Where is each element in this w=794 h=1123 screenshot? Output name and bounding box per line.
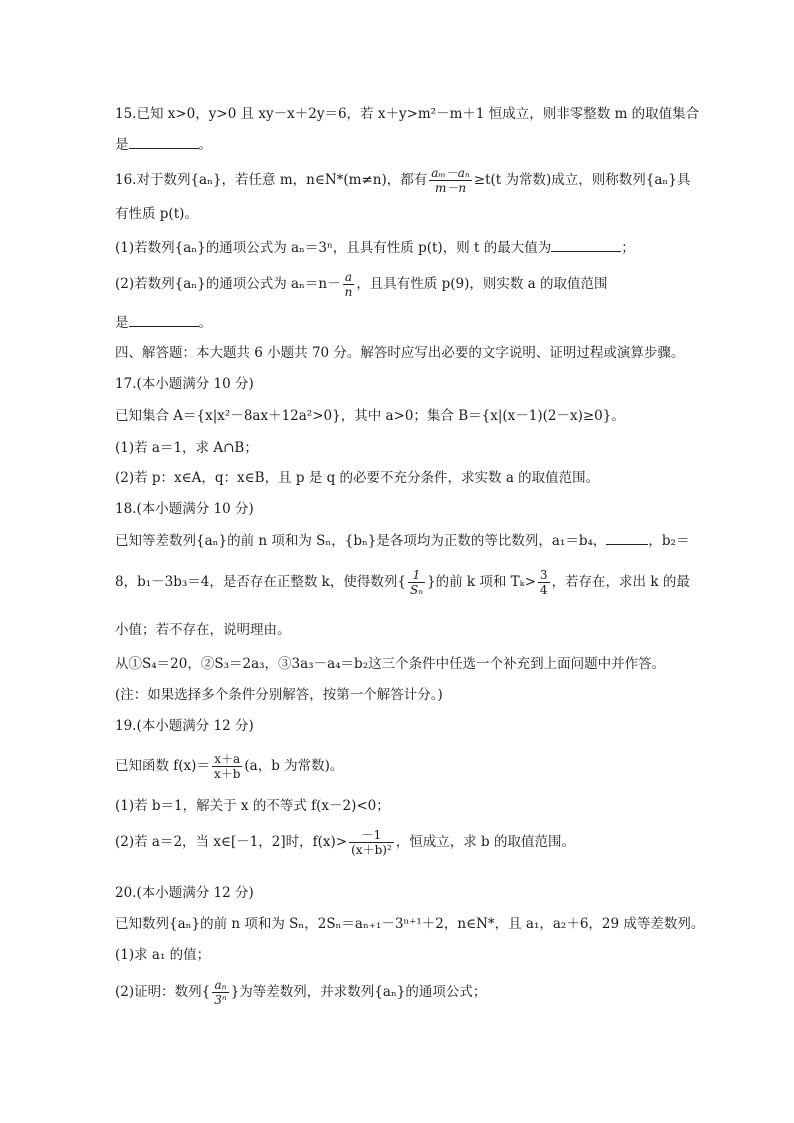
q16-line2: 有性质 p(t)。 bbox=[115, 206, 198, 222]
q16-fraction bbox=[429, 166, 472, 195]
q17-part2: (2)若 p：x∈A，q：x∈B，且 p 是 q 的必要不充分条件，求实数 a 的取值范围。 bbox=[115, 470, 600, 486]
q18-note: (注：如果选择多个条件分别解答，按第一个解答计分。) bbox=[115, 687, 443, 703]
fraction-numerator: x＋a bbox=[214, 752, 241, 766]
q15-line2-post: 。 bbox=[198, 137, 212, 153]
q20-part2 bbox=[115, 978, 486, 1007]
fraction-denominator: 4 bbox=[539, 583, 548, 597]
q16-part1-pre: (1)若数列{aₙ}的通项公式为 aₙ＝3ⁿ，且具有性质 p(t)，则 t 的最大值为 bbox=[115, 240, 552, 256]
q15-line2-pre: 是 bbox=[115, 137, 129, 153]
q16-line1 bbox=[115, 166, 690, 195]
fraction-numerator: aₙ bbox=[214, 978, 227, 992]
fraction-numerator: a bbox=[344, 270, 353, 284]
q16-part2-pre: (2)若数列{aₙ}的通项公式为 aₙ＝n－ bbox=[115, 276, 341, 292]
fraction-denominator: x＋b bbox=[213, 767, 241, 781]
q18-fraction-2 bbox=[538, 568, 550, 597]
q16-part2-line2 bbox=[115, 312, 212, 333]
q17-part1: (1)若 a＝1，求 A∩B； bbox=[115, 440, 258, 456]
q16-part2-line2-post: 。 bbox=[198, 315, 212, 331]
fraction-denominator: Sₙ bbox=[409, 583, 424, 597]
fraction-denominator: 3ⁿ bbox=[214, 993, 227, 1007]
q16-line1-post: ≥t(t 为常数)成立，则称数列{aₙ}具 bbox=[473, 172, 691, 188]
q18-line2-post: ，若存在，求出 k 的最 bbox=[551, 574, 690, 590]
q16-part1-post: ； bbox=[621, 240, 635, 256]
q20-head: 20.(本小题满分 12 分) bbox=[115, 885, 254, 901]
q17-stem: 已知集合 A＝{x|x²－8ax＋12a²>0}，其中 a>0；集合 B＝{x|(x－1)(2－x)≥0}。 bbox=[115, 408, 625, 424]
q16-part2-line2-pre: 是 bbox=[115, 315, 129, 331]
q20-part2-fraction bbox=[212, 978, 229, 1007]
q19-part2-fraction bbox=[349, 828, 394, 857]
q16-part2 bbox=[115, 270, 608, 299]
q19-stem-pre: 已知函数 f(x)＝ bbox=[115, 758, 210, 774]
section-heading: 四、解答题：本大题共 6 小题共 70 分。解答时应写出必要的文字说明、证明过程或演算步骤。 bbox=[115, 345, 685, 361]
q18-line1-post: ，b₂＝ bbox=[648, 533, 690, 549]
q16-line1-pre: 16.对于数列{aₙ}，若任意 m，n∈N*(m≠n)，都有 bbox=[115, 172, 428, 188]
q16-part2-post: ，且具有性质 p(9)，则实数 a 的取值范围 bbox=[356, 276, 608, 292]
q18-line2-mid: }的前 k 项和 Tₖ> bbox=[427, 574, 536, 590]
fraction-denominator: m－n bbox=[429, 180, 472, 195]
q20-stem: 已知数列{aₙ}的前 n 项和为 Sₙ，2Sₙ＝aₙ₊₁－3ⁿ⁺¹＋2，n∈N*，且 a₁，a₂＋6，29 成等差数列。 bbox=[115, 916, 705, 932]
q18-line1 bbox=[115, 530, 689, 551]
fraction-numerator: 1 bbox=[412, 568, 421, 582]
q18-line4: 从①S₄＝20，②S₃＝2a₃，③3a₃－a₄＝b₂这三个条件中任选一个补充到上面问题中并作答。 bbox=[115, 656, 666, 672]
q19-fraction bbox=[212, 752, 242, 781]
fraction-denominator: (x＋b)² bbox=[351, 843, 392, 857]
q15-line1: 15.已知 x>0，y>0 且 xy－x＋2y＝6，若 x＋y>m²－m＋1 恒成立，则非零整数 m 的取值集合 bbox=[115, 106, 700, 122]
answer-blank bbox=[606, 530, 648, 545]
q20-part2-pre: (2)证明：数列{ bbox=[115, 984, 211, 1000]
q18-head: 18.(本小题满分 10 分) bbox=[115, 501, 254, 517]
fraction-numerator: 3 bbox=[539, 568, 548, 582]
answer-blank bbox=[129, 312, 199, 327]
fraction-denominator: n bbox=[344, 285, 353, 299]
q16-part1 bbox=[115, 237, 635, 258]
q17-head: 17.(本小题满分 10 分) bbox=[115, 376, 254, 392]
q19-part2-post: ，恒成立，求 b 的取值范围。 bbox=[395, 834, 575, 850]
q20-part2-post: }为等差数列，并求数列{aₙ}的通项公式； bbox=[230, 984, 487, 1000]
q18-line2-pre: 8，b₁－3b₃＝4，是否存在正整数 k，使得数列{ bbox=[115, 574, 406, 590]
fraction-numerator: aₘ－aₙ bbox=[431, 166, 470, 180]
q16-part2-fraction bbox=[343, 270, 355, 299]
q19-stem-post: (a，b 为常数)。 bbox=[244, 758, 344, 774]
answer-blank bbox=[551, 237, 621, 252]
q18-line3: 小值；若不存在，说明理由。 bbox=[115, 622, 291, 638]
q19-head: 19.(本小题满分 12 分) bbox=[115, 718, 254, 734]
q20-part1: (1)求 a₁ 的值； bbox=[115, 947, 211, 963]
fraction-numerator: －1 bbox=[361, 828, 382, 842]
q19-part1: (1)若 b＝1，解关于 x 的不等式 f(x－2)<0； bbox=[115, 798, 390, 814]
q18-line1-pre: 已知等差数列{aₙ}的前 n 项和为 Sₙ，{bₙ}是各项均为正数的等比数列，a₁＝b₄， bbox=[115, 533, 607, 549]
answer-blank bbox=[129, 134, 199, 149]
q19-stem bbox=[115, 752, 343, 781]
q18-line2 bbox=[115, 568, 690, 597]
q15-line2 bbox=[115, 134, 212, 155]
q19-part2-pre: (2)若 a＝2，当 x∈[－1，2]时，f(x)> bbox=[115, 834, 348, 850]
q18-fraction-1 bbox=[408, 568, 425, 597]
q19-part2 bbox=[115, 828, 575, 857]
